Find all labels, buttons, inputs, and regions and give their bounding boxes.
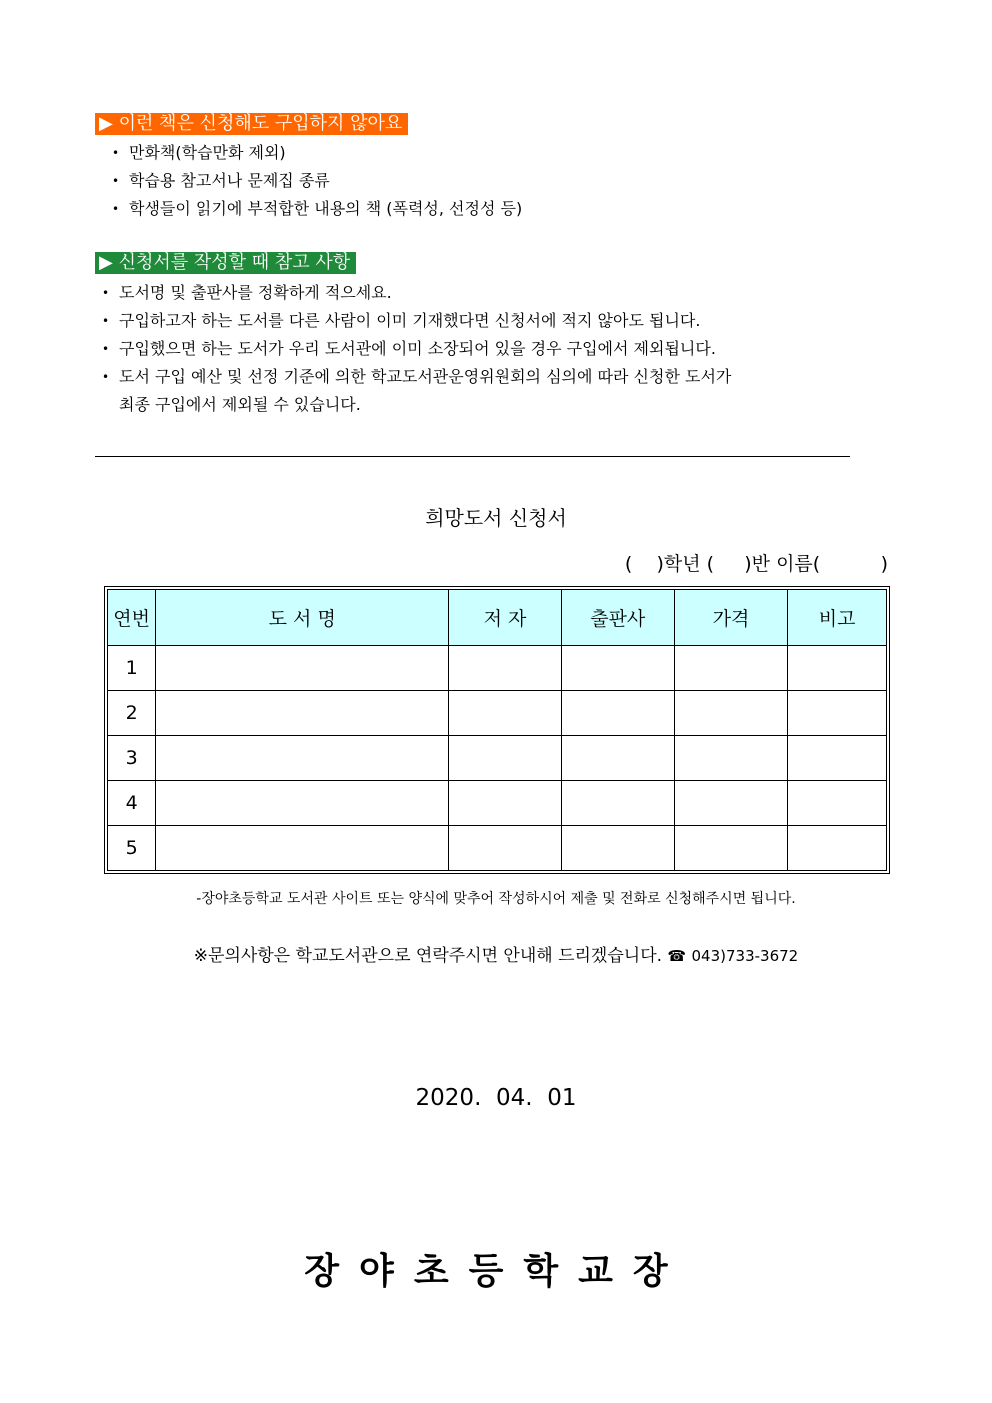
list-item: • 구입했으면 하는 도서가 우리 도서관에 이미 소장되어 있을 경우 구입에서 제외됩니다. — [102, 339, 716, 358]
col-header-title: 도 서 명 — [156, 590, 449, 646]
contact-line — [0, 941, 992, 966]
cell-publisher[interactable] — [561, 736, 674, 781]
cell-title[interactable] — [156, 646, 449, 691]
phone-number: 043)733-3672 — [691, 947, 799, 965]
cell-title[interactable] — [156, 691, 449, 736]
submission-note: -장야초등학교 도서관 사이트 또는 양식에 맞추어 작성하시어 제출 및 전화로 신청해주시면 됩니다. — [196, 891, 796, 907]
cell-price[interactable] — [674, 781, 788, 826]
cell-remarks[interactable] — [788, 781, 887, 826]
table-header-row — [108, 590, 887, 646]
principal-signature: 장야초등학교장 — [304, 1251, 688, 1292]
cell-remarks[interactable] — [788, 691, 887, 736]
list-item: • 구입하고자 하는 도서를 다른 사람이 이미 기재했다면 신청서에 적지 않아도 됩니다. — [102, 311, 701, 330]
cell-author[interactable] — [449, 691, 562, 736]
table-row — [108, 781, 887, 826]
form-title: 희망도서 신청서 — [425, 506, 567, 530]
cell-price[interactable] — [674, 826, 788, 871]
section1-heading: ▶ 이런 책은 신청해도 구입하지 않아요 — [95, 113, 408, 135]
col-header-author: 저 자 — [449, 590, 562, 646]
cell-author[interactable] — [449, 736, 562, 781]
cell-author[interactable] — [449, 826, 562, 871]
cell-publisher[interactable] — [561, 826, 674, 871]
bullet-icon: • — [112, 174, 120, 188]
request-table-frame — [104, 586, 890, 874]
row-number: 5 — [108, 826, 156, 871]
table-row — [108, 826, 887, 871]
cell-title[interactable] — [156, 736, 449, 781]
list-item: • 도서 구입 예산 및 선정 기준에 의한 학교도서관운영위원회의 심의에 따라 신청한 도서가 — [102, 367, 732, 386]
cell-publisher[interactable] — [561, 691, 674, 736]
cell-price[interactable] — [674, 646, 788, 691]
row-number: 3 — [108, 736, 156, 781]
cell-publisher[interactable] — [561, 781, 674, 826]
list-item-continuation: 최종 구입에서 제외될 수 있습니다. — [119, 395, 361, 414]
col-header-price: 가격 — [674, 590, 788, 646]
divider — [95, 456, 850, 457]
cell-price[interactable] — [674, 736, 788, 781]
cell-publisher[interactable] — [561, 646, 674, 691]
col-header-publisher: 출판사 — [561, 590, 674, 646]
cell-remarks[interactable] — [788, 646, 887, 691]
row-number: 1 — [108, 646, 156, 691]
row-number: 2 — [108, 691, 156, 736]
request-table — [107, 589, 887, 871]
list-item: • 학습용 참고서나 문제집 종류 — [112, 171, 330, 190]
section2-list — [102, 283, 731, 423]
cell-title[interactable] — [156, 781, 449, 826]
cell-remarks[interactable] — [788, 826, 887, 871]
col-header-remarks: 비고 — [788, 590, 887, 646]
section2 — [95, 252, 356, 274]
list-item: • 도서명 및 출판사를 정확하게 적으세요. — [102, 283, 392, 302]
bullet-icon: • — [112, 146, 120, 160]
cell-author[interactable] — [449, 646, 562, 691]
cell-remarks[interactable] — [788, 736, 887, 781]
list-item: • 학생들이 읽기에 부적합한 내용의 책 (폭력성, 선정성 등) — [112, 199, 523, 218]
bullet-icon: • — [102, 342, 110, 356]
section1-list — [112, 143, 522, 227]
contact-text: ※문의사항은 학교도서관으로 연락주시면 안내해 드리겠습니다. — [193, 946, 663, 966]
bullet-icon: • — [102, 314, 110, 328]
cell-title[interactable] — [156, 826, 449, 871]
cell-price[interactable] — [674, 691, 788, 736]
phone-icon: ☎ — [667, 947, 687, 965]
table-row — [108, 691, 887, 736]
bullet-icon: • — [102, 370, 110, 384]
bullet-icon: • — [112, 202, 120, 216]
document-date: 2020. 04. 01 — [415, 1085, 577, 1111]
list-item: • 만화책(학습만화 제외) — [112, 143, 286, 162]
table-row — [108, 646, 887, 691]
section2-heading: ▶ 신청서를 작성할 때 참고 사항 — [95, 252, 356, 274]
section1 — [95, 113, 408, 135]
class-name-line: ( )학년 ( )반 이름( ) — [624, 553, 888, 575]
table-row — [108, 736, 887, 781]
cell-author[interactable] — [449, 781, 562, 826]
bullet-icon: • — [102, 286, 110, 300]
col-header-number: 연번 — [108, 590, 156, 646]
row-number: 4 — [108, 781, 156, 826]
